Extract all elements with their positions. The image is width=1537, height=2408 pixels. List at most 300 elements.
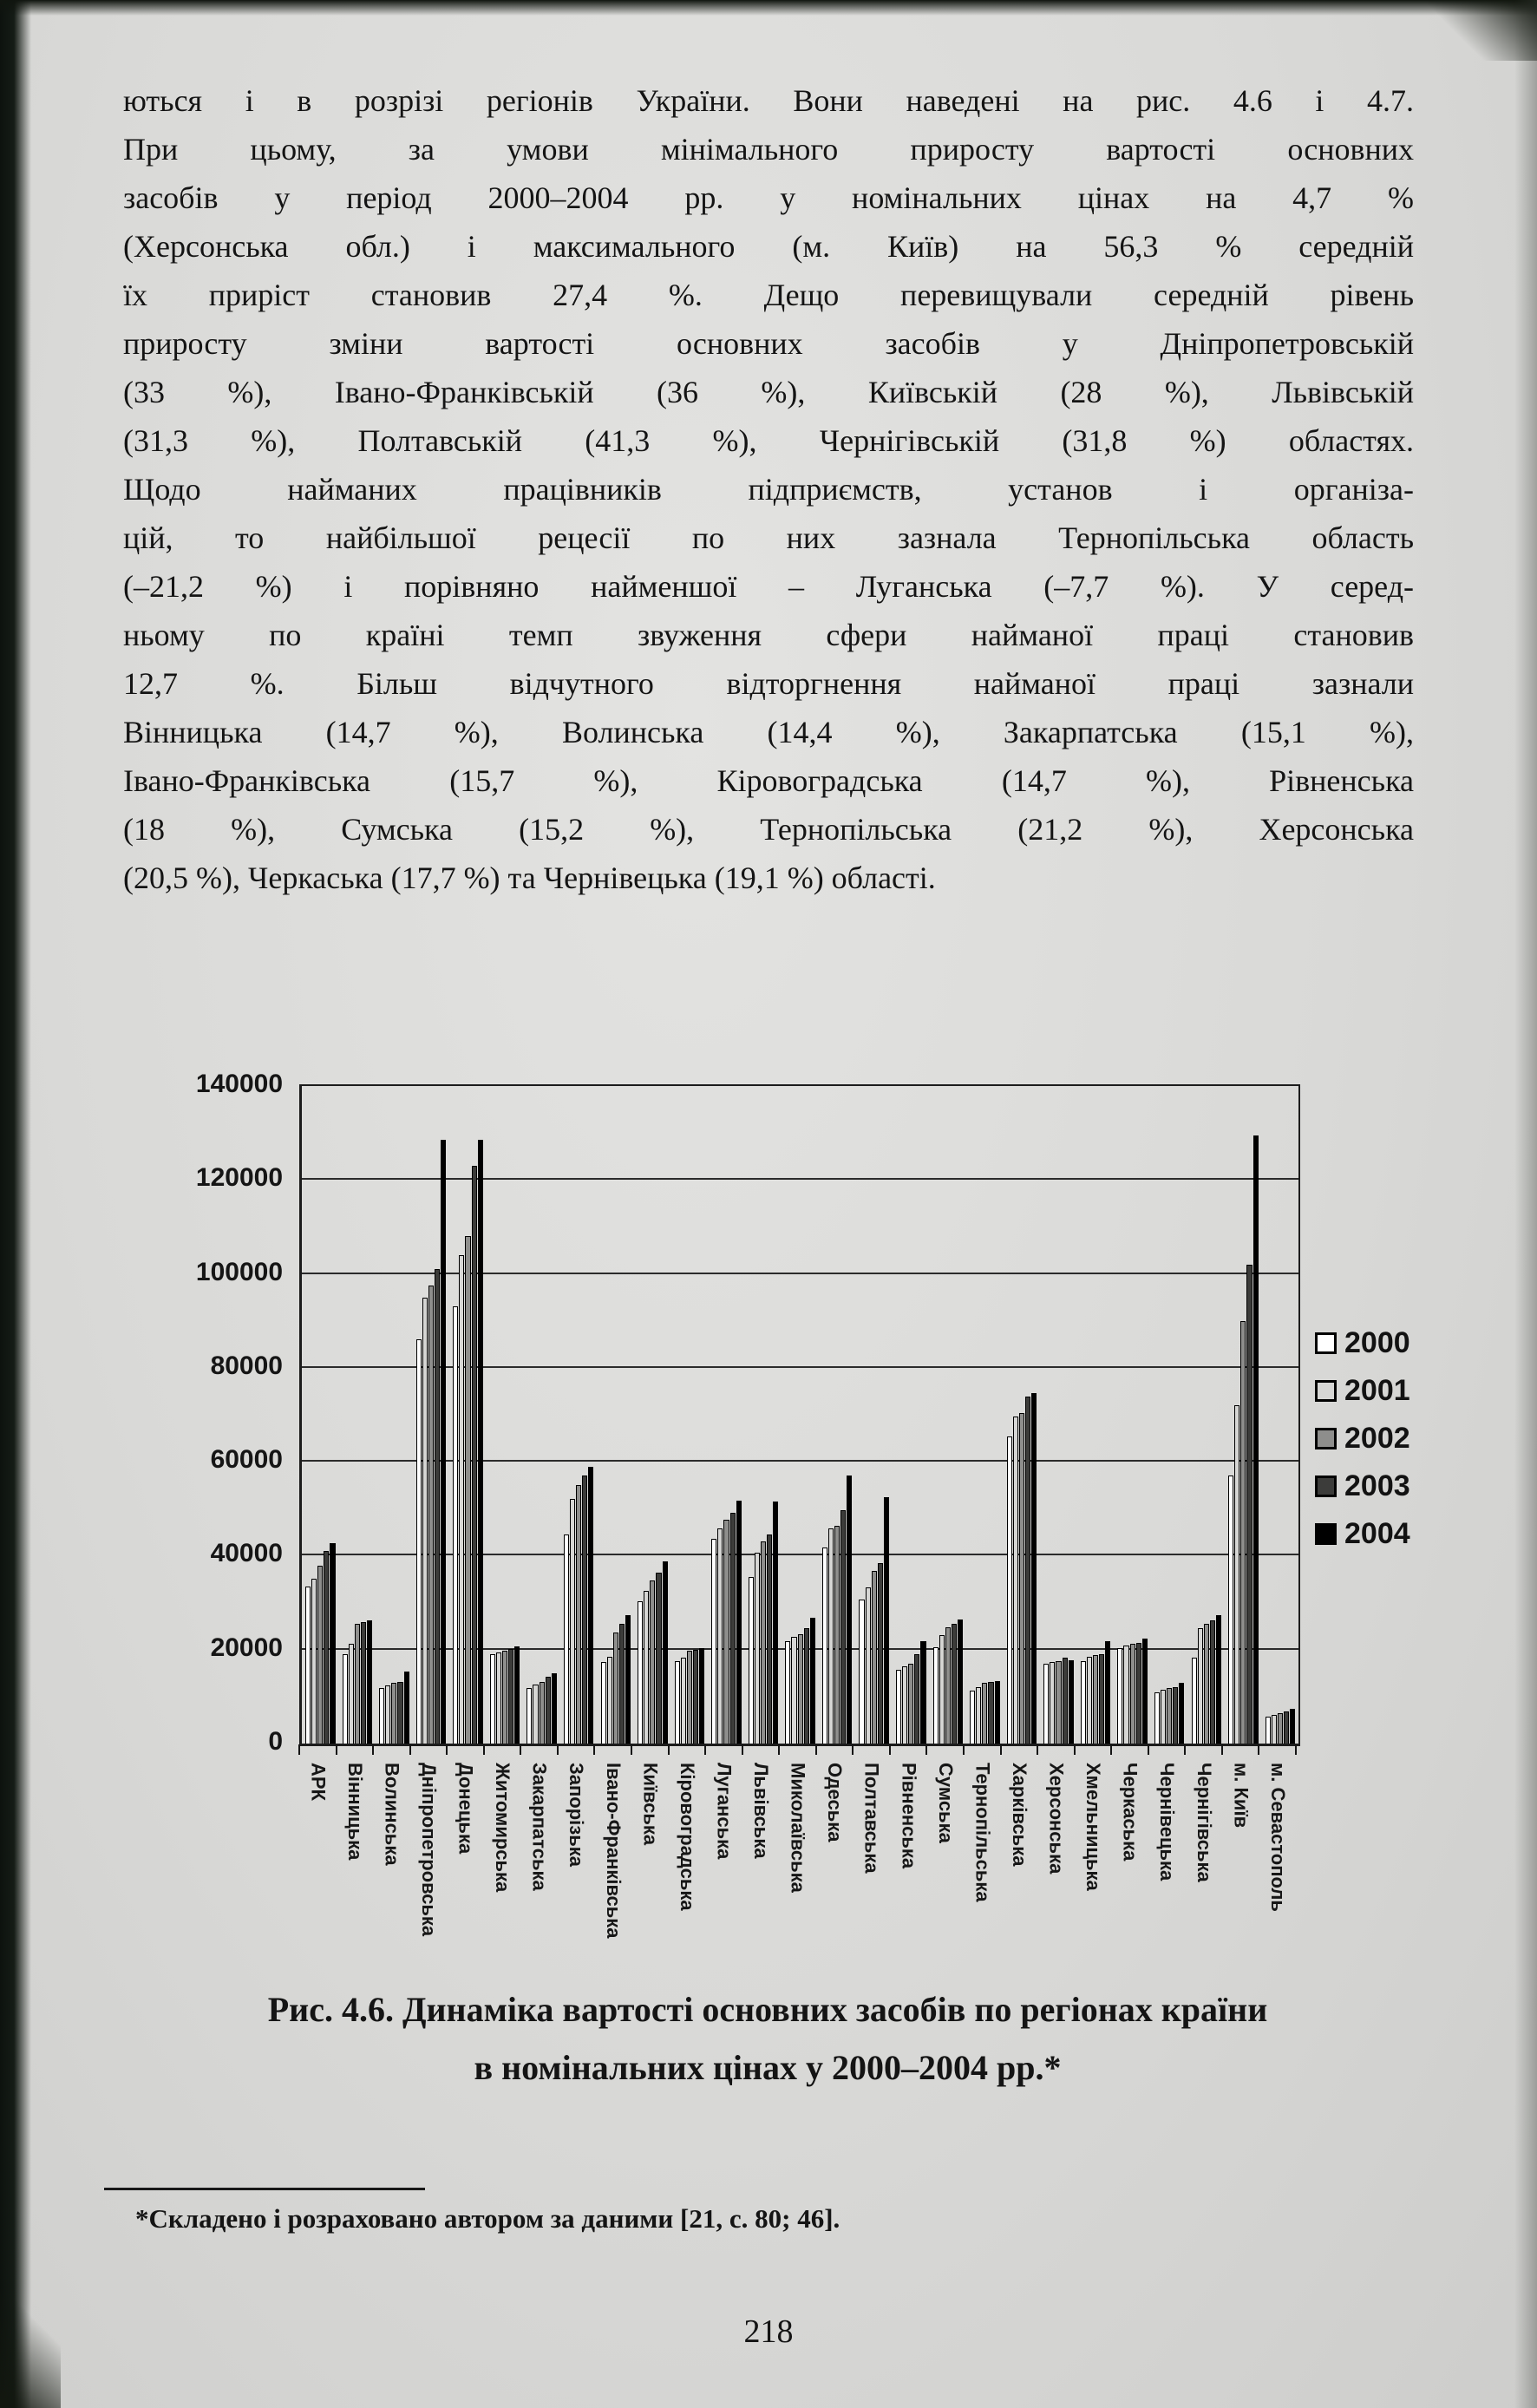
page-number: 218 — [743, 2313, 794, 2350]
bar-2002 — [834, 1526, 840, 1744]
body-text-line: (Херсонська обл.) і максимального (м. Київ) на 56,3 % середній — [123, 229, 1414, 264]
x-axis-label: Рівненська — [898, 1763, 920, 1869]
figure-caption-line1: Рис. 4.6. Динаміка вартості основних засобів по регіонах країни — [267, 1990, 1268, 2029]
bar-2003 — [693, 1650, 698, 1744]
bar-group — [1040, 1086, 1077, 1744]
bar-2004 — [1031, 1393, 1037, 1744]
bar-group — [634, 1086, 671, 1744]
bar-group — [745, 1086, 782, 1744]
y-axis-tick-label: 60000 — [210, 1445, 283, 1475]
x-axis-label-cell — [631, 1763, 669, 1979]
x-axis-label-cell — [964, 1763, 1001, 1979]
scan-edge-left — [0, 0, 31, 2408]
x-axis-tick — [298, 1744, 300, 1755]
x-axis-label: АРК — [307, 1763, 330, 1801]
bar-2004 — [1216, 1615, 1221, 1744]
body-text-line: (18 %), Сумська (15,2 %), Тернопільська (21,2 %), Херсонська — [123, 812, 1414, 847]
figure-caption — [121, 1980, 1414, 2097]
x-axis-label: Сумська — [934, 1763, 957, 1843]
x-axis-tick — [409, 1744, 411, 1755]
bar-2003 — [840, 1510, 846, 1744]
x-axis-tick — [1000, 1744, 1002, 1755]
bar-2003 — [619, 1624, 625, 1744]
bar-group — [1004, 1086, 1041, 1744]
x-axis-label-cell — [1075, 1763, 1112, 1979]
bar-2002 — [1167, 1688, 1172, 1744]
bar-group — [560, 1086, 598, 1744]
body-text-line: цій, то найбільшої рецесії по них зазнала Тернопільська область — [123, 520, 1414, 555]
bar-group — [782, 1086, 819, 1744]
y-axis-tick-label: 100000 — [195, 1257, 283, 1286]
bar-2002 — [1056, 1661, 1061, 1744]
x-axis-label: Київська — [639, 1763, 662, 1846]
bar-group — [1077, 1086, 1115, 1744]
body-text-line: Вінницька (14,7 %), Волинська (14,4 %), Закарпатська (15,1 %), — [123, 715, 1414, 749]
bar-2002 — [1240, 1321, 1246, 1744]
x-axis-label: Луганська — [713, 1763, 736, 1860]
bar-2004 — [810, 1618, 815, 1744]
x-axis-label-cell — [299, 1763, 337, 1979]
x-axis-tick — [520, 1744, 521, 1755]
x-axis-label-cell — [1001, 1763, 1038, 1979]
bar-2003 — [1063, 1658, 1068, 1744]
x-axis-label: Черкаська — [1119, 1763, 1141, 1862]
bar-2002 — [1204, 1624, 1209, 1744]
bar-2001 — [533, 1685, 538, 1744]
x-axis-tick — [1258, 1744, 1259, 1755]
bar-2001 — [1198, 1628, 1203, 1744]
x-axis-label: Хмельницька — [1082, 1763, 1105, 1891]
bar-2004 — [1142, 1639, 1148, 1744]
x-axis-tick — [742, 1744, 743, 1755]
x-axis-tick — [778, 1744, 780, 1755]
y-axis-tick-label: 0 — [268, 1727, 283, 1756]
bar-2001 — [1234, 1405, 1239, 1744]
bar-2001 — [1050, 1662, 1055, 1744]
bar-group — [339, 1086, 376, 1744]
bar-2004 — [773, 1502, 778, 1744]
bar-2000 — [453, 1306, 458, 1744]
bar-2002 — [540, 1682, 545, 1744]
bar-2004 — [330, 1543, 335, 1744]
footnote-text: *Складено і розраховано автором за даними [21, с. 80; 46]. — [135, 2203, 840, 2234]
bar-2004 — [625, 1615, 631, 1744]
bar-2000 — [711, 1539, 716, 1744]
x-axis-tick — [593, 1744, 595, 1755]
bar-2002 — [982, 1683, 987, 1744]
bar-2002 — [391, 1683, 396, 1744]
x-axis-label-cell — [705, 1763, 742, 1979]
x-axis-tick — [1295, 1744, 1297, 1755]
bar-2002 — [798, 1634, 803, 1744]
x-axis-label-cell — [816, 1763, 854, 1979]
bar-2001 — [791, 1637, 796, 1744]
bar-2003 — [582, 1476, 587, 1744]
body-text-line: засобів у період 2000–2004 рр. у номінальних цінах на 4,7 % — [123, 180, 1414, 215]
bar-2003 — [1173, 1687, 1178, 1744]
x-axis-label-cell — [1222, 1763, 1259, 1979]
x-axis-label-cell — [520, 1763, 558, 1979]
bar-2003 — [1210, 1620, 1215, 1744]
x-axis-tick — [1037, 1744, 1038, 1755]
x-axis-tick — [1184, 1744, 1186, 1755]
x-axis-label-cell — [779, 1763, 816, 1979]
bar-2001 — [717, 1528, 723, 1744]
figure-caption-line2: в номінальних цінах у 2000–2004 рр.* — [474, 2048, 1062, 2087]
bar-2000 — [490, 1654, 495, 1744]
bar-2004 — [1179, 1683, 1184, 1744]
x-axis-label-cell — [1259, 1763, 1297, 1979]
bar-group — [487, 1086, 524, 1744]
bar-2001 — [939, 1635, 945, 1744]
y-axis-tick-label: 140000 — [195, 1070, 283, 1098]
bar-2003 — [878, 1563, 883, 1744]
x-axis-label-cell — [337, 1763, 374, 1979]
bar-2002 — [687, 1651, 692, 1744]
bar-2000 — [1192, 1658, 1197, 1744]
bar-2001 — [976, 1687, 981, 1744]
plot-area — [299, 1084, 1300, 1746]
bar-2000 — [822, 1548, 827, 1744]
bar-2003 — [472, 1166, 477, 1744]
x-axis-label: Чернівецька — [1156, 1763, 1179, 1881]
legend-label: 2003 — [1344, 1469, 1410, 1502]
bar-group — [449, 1086, 487, 1744]
body-text-line: При цьому, за умови мінімального приросту вартості основних — [123, 132, 1414, 167]
bar-2002 — [465, 1236, 470, 1744]
x-axis-label-cell — [890, 1763, 927, 1979]
x-axis-tick — [557, 1744, 559, 1755]
bar-2002 — [945, 1627, 951, 1744]
footnote-rule — [104, 2188, 425, 2190]
bar-2000 — [859, 1600, 864, 1744]
bar-2002 — [317, 1566, 323, 1744]
body-text-line: 12,7 %. Більш відчутного відторгнення найманої праці зазнали — [123, 666, 1414, 701]
bar-2001 — [1272, 1715, 1277, 1744]
bar-2000 — [1007, 1436, 1012, 1744]
scan-edge-top — [0, 0, 1537, 16]
bar-2000 — [379, 1688, 384, 1744]
body-text-line: (20,5 %), Черкаська (17,7 %) та Чернівецька (19,1 %) області. — [123, 860, 936, 895]
x-axis-label: Вінницька — [343, 1763, 366, 1861]
legend-label: 2004 — [1344, 1516, 1410, 1550]
body-text — [123, 76, 1414, 902]
x-axis-label-cell — [558, 1763, 595, 1979]
x-axis-label-cell — [853, 1763, 890, 1979]
bar-2000 — [1043, 1664, 1049, 1744]
bar-2004 — [478, 1140, 483, 1744]
bar-2004 — [884, 1497, 889, 1744]
y-axis-tick-label: 20000 — [210, 1633, 283, 1662]
x-axis-label: Тернопільська — [971, 1763, 994, 1902]
bar-2004 — [404, 1672, 409, 1744]
legend-swatch — [1315, 1332, 1337, 1354]
bar-2002 — [613, 1633, 618, 1744]
bar-2001 — [385, 1685, 390, 1744]
legend-swatch — [1315, 1476, 1337, 1497]
x-axis-label: Львівська — [750, 1763, 773, 1859]
bar-2000 — [343, 1654, 348, 1744]
x-axis-tick — [483, 1744, 485, 1755]
bar-2002 — [1278, 1713, 1283, 1744]
bar-2000 — [749, 1577, 754, 1744]
x-axis-label: м. Севастополь — [1266, 1763, 1289, 1912]
body-text-line: (31,3 %), Полтавській (41,3 %), Чернігівській (31,8 %) областях. — [123, 423, 1414, 458]
bar-group — [376, 1086, 413, 1744]
x-axis-tick — [704, 1744, 706, 1755]
bar-2000 — [564, 1534, 569, 1744]
bar-group — [855, 1086, 893, 1744]
bar-2001 — [902, 1666, 907, 1744]
bar-group — [302, 1086, 339, 1744]
x-axis-label: Закарпатська — [528, 1763, 551, 1891]
x-axis-tick — [925, 1744, 927, 1755]
bar-group — [1262, 1086, 1299, 1744]
bar-2001 — [459, 1255, 464, 1744]
bar-2000 — [785, 1641, 790, 1744]
x-axis-tick — [336, 1744, 337, 1755]
x-axis-label: Одеська — [824, 1763, 847, 1842]
bar-2002 — [723, 1520, 729, 1744]
legend-swatch — [1315, 1428, 1337, 1449]
x-axis-tick — [963, 1744, 965, 1755]
bar-group — [671, 1086, 709, 1744]
x-axis-label-cell — [1148, 1763, 1186, 1979]
bar-2000 — [527, 1688, 532, 1744]
bar-2001 — [755, 1553, 760, 1744]
bar-2003 — [914, 1654, 919, 1744]
bar-2000 — [970, 1691, 975, 1744]
bar-2003 — [1136, 1643, 1141, 1744]
x-axis-label-cell — [595, 1763, 632, 1979]
body-text-line: Івано-Франківська (15,7 %), Кіровоградська (14,7 %), Рівненська — [123, 763, 1414, 798]
x-axis-label: Харківська — [1008, 1763, 1030, 1867]
bar-group — [1114, 1086, 1151, 1744]
bar-2004 — [1069, 1660, 1074, 1744]
y-axis-tick-label: 120000 — [195, 1163, 283, 1193]
bar-2003 — [1099, 1654, 1104, 1744]
bar-2001 — [1161, 1690, 1166, 1744]
bar-2004 — [995, 1681, 1000, 1744]
y-axis-tick-label: 80000 — [210, 1351, 283, 1380]
bar-2001 — [422, 1298, 428, 1744]
bar-2001 — [496, 1652, 501, 1744]
bar-2003 — [767, 1534, 772, 1744]
x-axis-label-cell — [669, 1763, 706, 1979]
legend-item — [1315, 1469, 1410, 1503]
bar-2001 — [570, 1499, 575, 1744]
x-axis-label-cell — [1111, 1763, 1148, 1979]
bar-2003 — [952, 1624, 957, 1744]
bar-2000 — [305, 1587, 311, 1744]
legend-item — [1315, 1373, 1410, 1408]
bar-2003 — [656, 1573, 661, 1744]
bar-group — [598, 1086, 635, 1744]
bar-2000 — [933, 1647, 939, 1744]
bar-group — [1188, 1086, 1226, 1744]
x-axis-label: м. Київ — [1230, 1763, 1252, 1829]
bar-group — [930, 1086, 967, 1744]
x-axis-label-cell — [1186, 1763, 1223, 1979]
bar-2002 — [872, 1571, 877, 1744]
bar-2001 — [828, 1528, 834, 1744]
body-text-line: (–21,2 %) і порівняно найменшої – Луганська (–7,7 %). У серед- — [123, 569, 1414, 604]
x-axis-tick — [1221, 1744, 1223, 1755]
bar-2004 — [847, 1476, 852, 1744]
bar-2001 — [866, 1587, 871, 1744]
x-axis-label: Волинська — [381, 1763, 403, 1866]
legend-label: 2002 — [1344, 1421, 1410, 1455]
bar-2001 — [349, 1644, 354, 1744]
bar-2000 — [675, 1661, 680, 1744]
x-axis-label-cell — [373, 1763, 410, 1979]
x-axis-label-cell — [742, 1763, 780, 1979]
x-axis-label: Полтавська — [860, 1763, 883, 1874]
bar-group — [523, 1086, 560, 1744]
bar-2003 — [988, 1682, 993, 1744]
bar-2004 — [699, 1648, 704, 1744]
bar-2004 — [1105, 1641, 1110, 1744]
bar-2000 — [1117, 1648, 1122, 1744]
bar-2002 — [1019, 1413, 1024, 1744]
y-axis-labels — [121, 1070, 288, 1756]
bar-2004 — [920, 1641, 925, 1744]
x-axis-label-cell — [1037, 1763, 1075, 1979]
bar-2001 — [681, 1658, 686, 1744]
bar-2004 — [367, 1620, 372, 1744]
bar-2004 — [514, 1646, 520, 1744]
bar-2002 — [650, 1580, 655, 1744]
bar-2000 — [1266, 1717, 1271, 1744]
bar-2002 — [576, 1485, 581, 1744]
legend-item — [1315, 1421, 1410, 1456]
x-axis-label-cell — [447, 1763, 484, 1979]
bar-2004 — [958, 1620, 963, 1744]
bar-2003 — [730, 1513, 736, 1744]
x-axis-label: Чернігівська — [1193, 1763, 1215, 1882]
bar-2001 — [1123, 1646, 1128, 1744]
x-axis-label: Івано-Франківська — [602, 1763, 625, 1939]
bar-group — [1151, 1086, 1188, 1744]
bar-group — [966, 1086, 1004, 1744]
bar-group — [1225, 1086, 1262, 1744]
bar-2000 — [896, 1670, 901, 1744]
bar-2001 — [644, 1591, 649, 1744]
x-axis-tick — [1110, 1744, 1112, 1755]
x-axis-tick — [1074, 1744, 1076, 1755]
legend-swatch — [1315, 1380, 1337, 1402]
x-axis-label: Кіровоградська — [676, 1763, 698, 1911]
bar-2002 — [355, 1624, 360, 1744]
x-axis-label: Житомирська — [492, 1763, 514, 1893]
legend-item — [1315, 1325, 1410, 1360]
x-axis-label: Донецька — [455, 1763, 477, 1855]
bar-2000 — [1081, 1661, 1086, 1744]
body-text-line: їх приріст становив 27,4 %. Дещо перевищували середній рівень — [123, 278, 1414, 312]
x-axis-tick — [372, 1744, 374, 1755]
bar-2003 — [361, 1622, 366, 1744]
bar-2000 — [638, 1601, 643, 1744]
bar-2003 — [397, 1682, 402, 1744]
x-axis-ticks — [299, 1744, 1296, 1756]
bar-group — [819, 1086, 856, 1744]
bar-2003 — [1025, 1397, 1030, 1744]
y-axis-tick-label: 40000 — [210, 1539, 283, 1568]
body-text-line: ються і в розрізі регіонів України. Вони наведені на рис. 4.6 і 4.7. — [123, 83, 1414, 118]
legend-label: 2000 — [1344, 1325, 1410, 1359]
bar-2004 — [588, 1467, 593, 1744]
x-axis-label: Запорізька — [566, 1763, 588, 1868]
body-text-line: (33 %), Івано-Франківській (36 %), Київській (28 %), Львівській — [123, 375, 1414, 409]
bar-2000 — [1228, 1476, 1233, 1744]
bar-2004 — [663, 1561, 668, 1744]
bar-2002 — [502, 1651, 507, 1744]
x-axis-tick — [446, 1744, 448, 1755]
x-axis-label: Дніпропетровська — [417, 1763, 440, 1937]
bar-2003 — [508, 1649, 513, 1744]
bar-2004 — [736, 1501, 742, 1744]
x-axis-tick — [852, 1744, 854, 1755]
x-axis-label-cell — [927, 1763, 965, 1979]
bar-2003 — [1284, 1711, 1289, 1744]
bar-2001 — [1013, 1417, 1018, 1744]
bar-2000 — [601, 1662, 606, 1744]
x-axis-label-cell — [484, 1763, 521, 1979]
bar-2004 — [552, 1673, 557, 1744]
bar-2001 — [607, 1657, 612, 1744]
legend-label: 2001 — [1344, 1373, 1410, 1407]
x-axis-tick — [631, 1744, 632, 1755]
bar-2004 — [1253, 1135, 1259, 1744]
bar-2001 — [311, 1579, 317, 1744]
bar-2003 — [546, 1677, 551, 1744]
scan-edge-right — [1514, 0, 1537, 2408]
bar-groups — [302, 1086, 1298, 1744]
legend-item — [1315, 1516, 1410, 1551]
bar-group — [708, 1086, 745, 1744]
bar-2001 — [1087, 1657, 1092, 1744]
bar-2002 — [908, 1664, 913, 1744]
bar-group — [413, 1086, 450, 1744]
x-axis-tick — [668, 1744, 670, 1755]
bar-2002 — [1130, 1644, 1135, 1744]
legend-swatch — [1315, 1523, 1337, 1545]
bar-2000 — [1154, 1692, 1160, 1744]
bar-group — [893, 1086, 930, 1744]
x-axis-labels — [299, 1763, 1296, 1979]
bar-2003 — [804, 1628, 809, 1744]
body-text-line: приросту зміни вартості основних засобів у Дніпропетровській — [123, 326, 1414, 361]
bar-2000 — [416, 1339, 422, 1744]
bar-2003 — [435, 1269, 440, 1744]
x-axis-tick — [889, 1744, 891, 1755]
bar-2004 — [1290, 1709, 1295, 1744]
x-axis-label: Миколаївська — [787, 1763, 809, 1893]
bar-2004 — [441, 1140, 446, 1744]
chart-legend — [1315, 1325, 1410, 1564]
body-text-line: Щодо найманих працівників підприємств, установ і організа- — [123, 472, 1414, 507]
bar-2003 — [324, 1551, 329, 1744]
bar-2003 — [1246, 1265, 1252, 1744]
x-axis-label: Херсонська — [1045, 1763, 1068, 1875]
bar-2002 — [1093, 1655, 1098, 1744]
x-axis-label-cell — [410, 1763, 448, 1979]
bar-2002 — [428, 1286, 434, 1744]
x-axis-tick — [1148, 1744, 1149, 1755]
x-axis-tick — [815, 1744, 817, 1755]
body-text-line: ньому по країні темп звуження сфери найманої праці становив — [123, 618, 1414, 652]
bar-2002 — [761, 1541, 766, 1744]
